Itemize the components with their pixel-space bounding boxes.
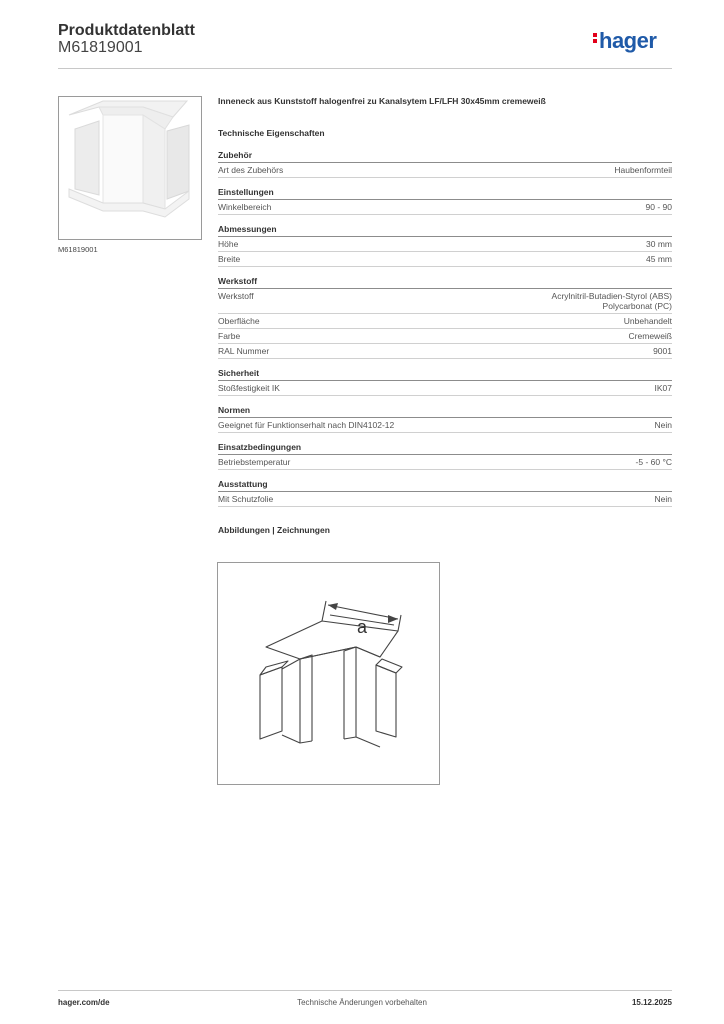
logo-dots-icon [593,31,597,45]
spec-row [218,344,672,359]
dimension-label: a [357,617,368,637]
spec-label: Breite [218,254,241,264]
spec-value [629,331,672,341]
logo-text: hager [599,28,657,53]
spec-row [218,492,672,507]
section-title: Sicherheit [218,368,672,381]
spec-label: Betriebstemperatur [218,457,291,467]
article-number: M61819001 [58,39,143,56]
spec-row [218,455,672,470]
footer-disclaimer: Technische Änderungen vorbehalten [297,998,427,1007]
product-photo [58,96,202,240]
footer-website-link[interactable]: hager.com/de [58,998,110,1007]
tech-heading: Technische Eigenschaften [218,128,325,138]
spec-section [218,405,672,433]
spec-value [614,165,672,175]
spec-value [646,202,672,212]
spec-value [624,316,672,326]
product-description: Inneneck aus Kunststoff halogenfrei zu Kanalsytem LF/LFH 30x45mm cremeweiß [218,96,546,106]
spec-label: Farbe [218,331,241,341]
spec-value-line: 9001 [653,346,672,356]
spec-row [218,289,672,314]
spec-value-line: Polycarbonat (PC) [602,301,672,311]
spec-section [218,276,672,359]
spec-row [218,314,672,329]
spec-value-line: 45 mm [646,254,672,264]
section-title: Einstellungen [218,187,672,200]
dimension-drawing-icon [218,563,439,784]
section-title: Abmessungen [218,224,672,237]
footer-date: 15.12.2025 [631,998,672,1007]
spec-value-line: Cremeweiß [628,331,672,341]
photo-caption: M61819001 [58,245,98,254]
spec-value-line: Nein [654,420,672,430]
spec-row [218,329,672,344]
spec-row [218,200,672,215]
spec-section [218,479,672,507]
spec-section [218,224,672,267]
spec-value [552,291,672,311]
spec-row [218,237,672,252]
spec-value-line: IK07 [654,383,672,393]
spec-value-line: Acrylnitril-Butadien-Styrol (ABS) [551,291,672,301]
section-title: Zubehör [218,150,672,163]
drawings-heading: Abbildungen | Zeichnungen [218,525,330,535]
spec-row [218,381,672,396]
spec-label: Werkstoff [218,291,254,301]
spec-label: Stoßfestigkeit IK [218,383,280,393]
spec-label: RAL Nummer [218,346,270,356]
spec-row [218,163,672,178]
spec-value-line: Unbehandelt [623,316,672,326]
spec-section [218,368,672,396]
spec-section [218,187,672,215]
spec-label: Winkelbereich [218,202,272,212]
spec-label: Mit Schutzfolie [218,494,274,504]
spec-label: Art des Zubehörs [218,165,284,175]
spec-label: Oberfläche [218,316,260,326]
hager-logo [593,28,656,54]
spec-value [646,254,672,264]
footer-divider [58,990,672,991]
spec-value [655,383,673,393]
spec-label: Geeignet für Funktionserhalt nach DIN4102-12 [218,420,395,430]
page-title: Produktdatenblatt [58,22,195,39]
spec-value-line: 30 mm [646,239,672,249]
section-title: Einsatzbedingungen [218,442,672,455]
dimension-drawing [217,562,440,785]
spec-value-line: -5 - 60 °C [635,457,672,467]
section-title: Ausstattung [218,479,672,492]
spec-value [636,457,672,467]
spec-value [653,346,672,356]
inside-corner-product-photo-icon [59,97,201,239]
section-title: Normen [218,405,672,418]
spec-content [218,96,672,535]
spec-label: Höhe [218,239,239,249]
spec-value-line: Haubenformteil [614,165,672,175]
spec-value-line: 90 - 90 [645,202,672,212]
spec-row [218,418,672,433]
spec-value [655,420,672,430]
spec-section [218,150,672,178]
spec-section [218,442,672,470]
spec-sections [218,150,672,507]
section-title: Werkstoff [218,276,672,289]
spec-value [646,239,672,249]
spec-value-line: Nein [654,494,672,504]
header-divider [58,68,672,69]
spec-row [218,252,672,267]
spec-value [655,494,672,504]
